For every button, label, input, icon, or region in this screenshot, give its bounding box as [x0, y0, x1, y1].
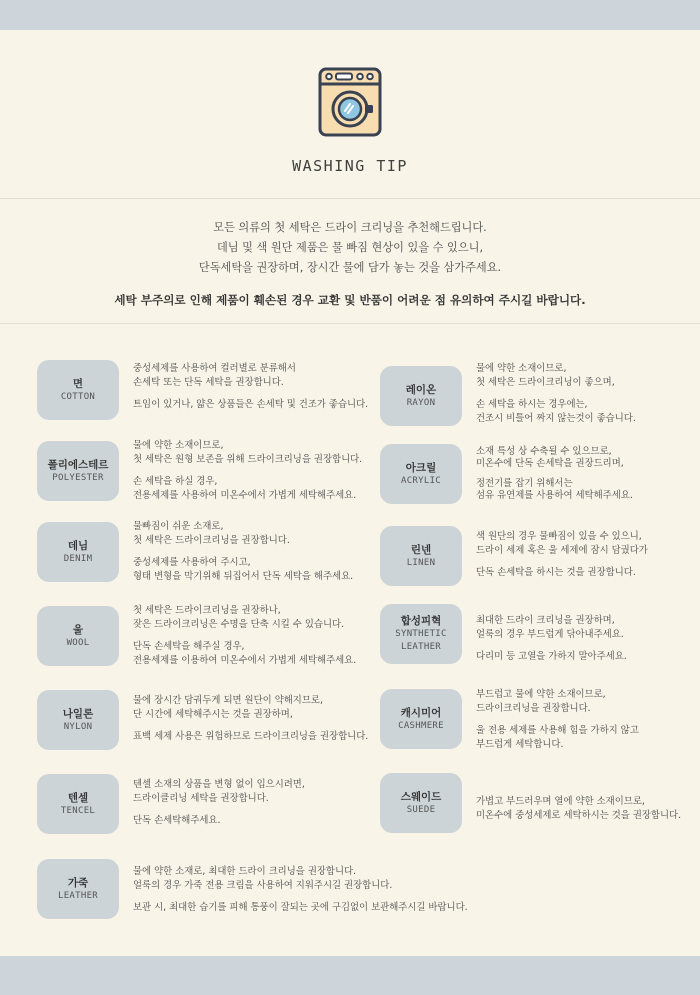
material-name-en: NYLON: [63, 721, 93, 732]
material-badge: [380, 604, 462, 664]
material-name-en: TENCEL: [60, 805, 96, 816]
description-line: 드라이클리닝 세탁을 권장합니다.: [133, 793, 269, 804]
material-name-ko: 데님: [67, 539, 89, 552]
description-line: 첫 세탁은 드라이크리닝을 권장합니다.: [133, 535, 290, 546]
description-line: 전용세제를 사용하여 미온수에서 가볍게 세탁해주세요.: [133, 490, 357, 501]
material-badge: [37, 360, 119, 420]
description-line: 표백 세제 사용은 위험하므로 드라이크리닝을 권장합니다.: [133, 731, 369, 742]
description-line: 소재 특성 상 수축될 수 있으므로,: [476, 446, 612, 457]
material-description: [133, 604, 356, 668]
material-description: [133, 520, 353, 584]
description-line: 물에 약한 소재이므로,: [133, 440, 224, 451]
washing-tip-page: [0, 30, 700, 956]
description-line: 최대한 드라이 크리닝을 권장하며,: [476, 615, 615, 626]
description-line: 손 세탁을 하시는 경우에는,: [476, 399, 588, 410]
description-line: 부드럽게 세탁합니다.: [476, 739, 564, 750]
material-name-ko: 나일론: [62, 707, 94, 720]
description-line: 드라이크리닝을 권장합니다.: [476, 703, 591, 714]
intro-line-3: 단독세탁을 권장하며, 장시간 물에 담가 놓는 것을 삼가주세요.: [198, 261, 502, 274]
description-line: 중성세제를 사용하여 컬러별로 분류해서: [133, 363, 296, 374]
description-line: 물에 약한 소재로, 최대한 드라이 크리닝을 권장합니다.: [133, 866, 357, 877]
material-name-ko: 폴리에스테르: [47, 458, 109, 471]
description-line: 잦은 드라이크리닝은 수명을 단축 시킬 수 있습니다.: [133, 619, 345, 630]
description-line: 드라이 세제 혹은 울 세제에 잠시 담궜다가: [476, 545, 648, 556]
material-name-en: WOOL: [66, 637, 90, 648]
description-line: 얼룩의 경우 가죽 전용 크림을 사용하여 지워주시길 권장합니다.: [133, 880, 393, 891]
material-name-en: RAYON: [406, 397, 436, 408]
divider-middle: [0, 323, 700, 324]
material-name-en: LEATHER: [57, 890, 99, 901]
washing-machine-icon: [317, 67, 383, 137]
material-description: [476, 688, 639, 752]
description-line: 단독 손세탁을 하시는 것을 권장합니다.: [476, 567, 636, 578]
material-name-ko: 가죽: [67, 876, 89, 889]
material-badge: [380, 444, 462, 504]
description-line: 얼룩의 경우 부드럽게 닦아내주세요.: [476, 629, 624, 640]
description-line: 물에 장시간 담궈두게 되면 원단이 약해지므로,: [133, 695, 323, 706]
description-line: 단 시간에 세탁해주시는 것을 권장하며,: [133, 709, 293, 720]
description-line: 가볍고 부드러우며 열에 약한 소재이므로,: [476, 796, 645, 807]
description-line: 미온수에 단독 손세탁을 권장드리며,: [476, 458, 624, 469]
material-name-ko: 스웨이드: [400, 790, 442, 803]
material-description: [476, 362, 636, 426]
intro-line-1: 모든 의류의 첫 세탁은 드라이 크리닝을 추천해드립니다.: [213, 221, 487, 234]
material-description: [476, 614, 627, 664]
material-badge: [380, 689, 462, 749]
material-description: [133, 778, 305, 828]
material-name-ko: 텐셀: [67, 791, 89, 804]
description-line: 울 전용 세제를 사용해 힘을 가하지 않고: [476, 725, 639, 736]
material-description: [476, 795, 681, 823]
description-line: 물에 약한 소재이므로,: [476, 363, 567, 374]
description-line: 손 세탁을 하실 경우,: [133, 476, 218, 487]
description-line: 중성세제를 사용하여 주시고,: [133, 557, 251, 568]
material-description: [133, 362, 368, 412]
description-line: 건조시 비틀어 짜지 않는것이 좋습니다.: [476, 413, 636, 424]
description-line: 미온수에 중성세제로 세탁하시는 것을 권장합니다.: [476, 810, 682, 821]
material-description: [133, 865, 468, 915]
material-badge: [380, 366, 462, 426]
description-line: 물빠짐이 쉬운 소재로,: [133, 521, 224, 532]
material-name-en: COTTON: [60, 391, 96, 402]
divider-top: [0, 198, 700, 199]
description-line: 섬유 유연제를 사용하여 세탁해주세요.: [476, 490, 633, 501]
material-badge: [37, 441, 119, 501]
material-description: [133, 694, 368, 744]
material-name-en: DENIM: [63, 553, 93, 564]
description-line: 단독 손세탁을 해주실 경우,: [133, 641, 245, 652]
material-name-en: LEATHER: [400, 642, 442, 652]
description-line: 다리미 등 고열을 가하지 말아주세요.: [476, 651, 627, 662]
material-name-en: CASHMERE: [398, 720, 444, 731]
material-badge: [37, 859, 119, 919]
material-name-ko: 아크릴: [405, 461, 437, 474]
description-line: 색 원단의 경우 물빠짐이 있을 수 있으니,: [476, 531, 642, 542]
description-line: 보관 시, 최대한 습기를 피해 통풍이 잘되는 곳에 구김없이 보관해주시길 바랍니다.: [133, 902, 468, 913]
material-name-ko: 울: [72, 623, 84, 636]
material-name-en: POLYESTER: [52, 472, 104, 483]
description-line: 첫 세탁은 드라이크리닝을 권장하나,: [133, 605, 281, 616]
description-line: 전용세제를 이용하여 미온수에서 가볍게 세탁해주세요.: [133, 655, 357, 666]
material-badge: [37, 774, 119, 834]
material-description: [133, 439, 362, 503]
material-name-ko: 캐시미어: [400, 706, 442, 719]
material-name-en: LINEN: [406, 557, 436, 568]
material-name-ko: 합성피혁: [400, 615, 442, 627]
material-badge: [37, 522, 119, 582]
description-line: 형태 변형을 막기위해 뒤집어서 단독 세탁을 해주세요.: [133, 571, 354, 582]
material-name-en: SYNTHETIC: [395, 629, 447, 639]
material-name-en: SUEDE: [406, 804, 436, 815]
material-badge: [37, 606, 119, 666]
material-name-ko: 레이온: [405, 383, 437, 396]
description-line: 손세탁 또는 단독 세탁을 권장합니다.: [133, 377, 284, 388]
description-line: 부드럽고 물에 약한 소재이므로,: [476, 689, 606, 700]
intro-line-2: 데님 및 색 원단 제품은 물 빠짐 현상이 있을 수 있으니,: [216, 241, 484, 254]
material-name-ko: 린넨: [410, 543, 432, 556]
description-line: 정전기를 잡기 위해서는: [476, 478, 573, 489]
material-badge: [37, 690, 119, 750]
material-name-ko: 면: [72, 377, 84, 390]
description-line: 단독 손세탁해주세요.: [133, 815, 221, 826]
intro-notice: 세탁 부주의로 인해 제품이 훼손된 경우 교환 및 반품이 어려운 점 유의하여 주시길 바랍니다.: [114, 293, 586, 307]
description-line: 트임이 있거나, 얇은 상품들은 손세탁 및 건조가 좋습니다.: [133, 399, 369, 410]
description-line: 텐셀 소재의 상품을 변형 없이 입으시려면,: [133, 779, 305, 790]
description-line: 첫 세탁은 드라이크리닝이 좋으며,: [476, 377, 615, 388]
material-description: [476, 446, 633, 502]
description-line: 첫 세탁은 원형 보존을 위해 드라이크리닝을 권장합니다.: [133, 454, 363, 465]
intro-text: [0, 218, 700, 310]
material-badge: [380, 773, 462, 833]
material-badge: [380, 526, 462, 586]
material-name-en: ACRYLIC: [400, 475, 442, 486]
page-title: WASHING TIP: [292, 157, 408, 175]
material-description: [476, 530, 648, 580]
